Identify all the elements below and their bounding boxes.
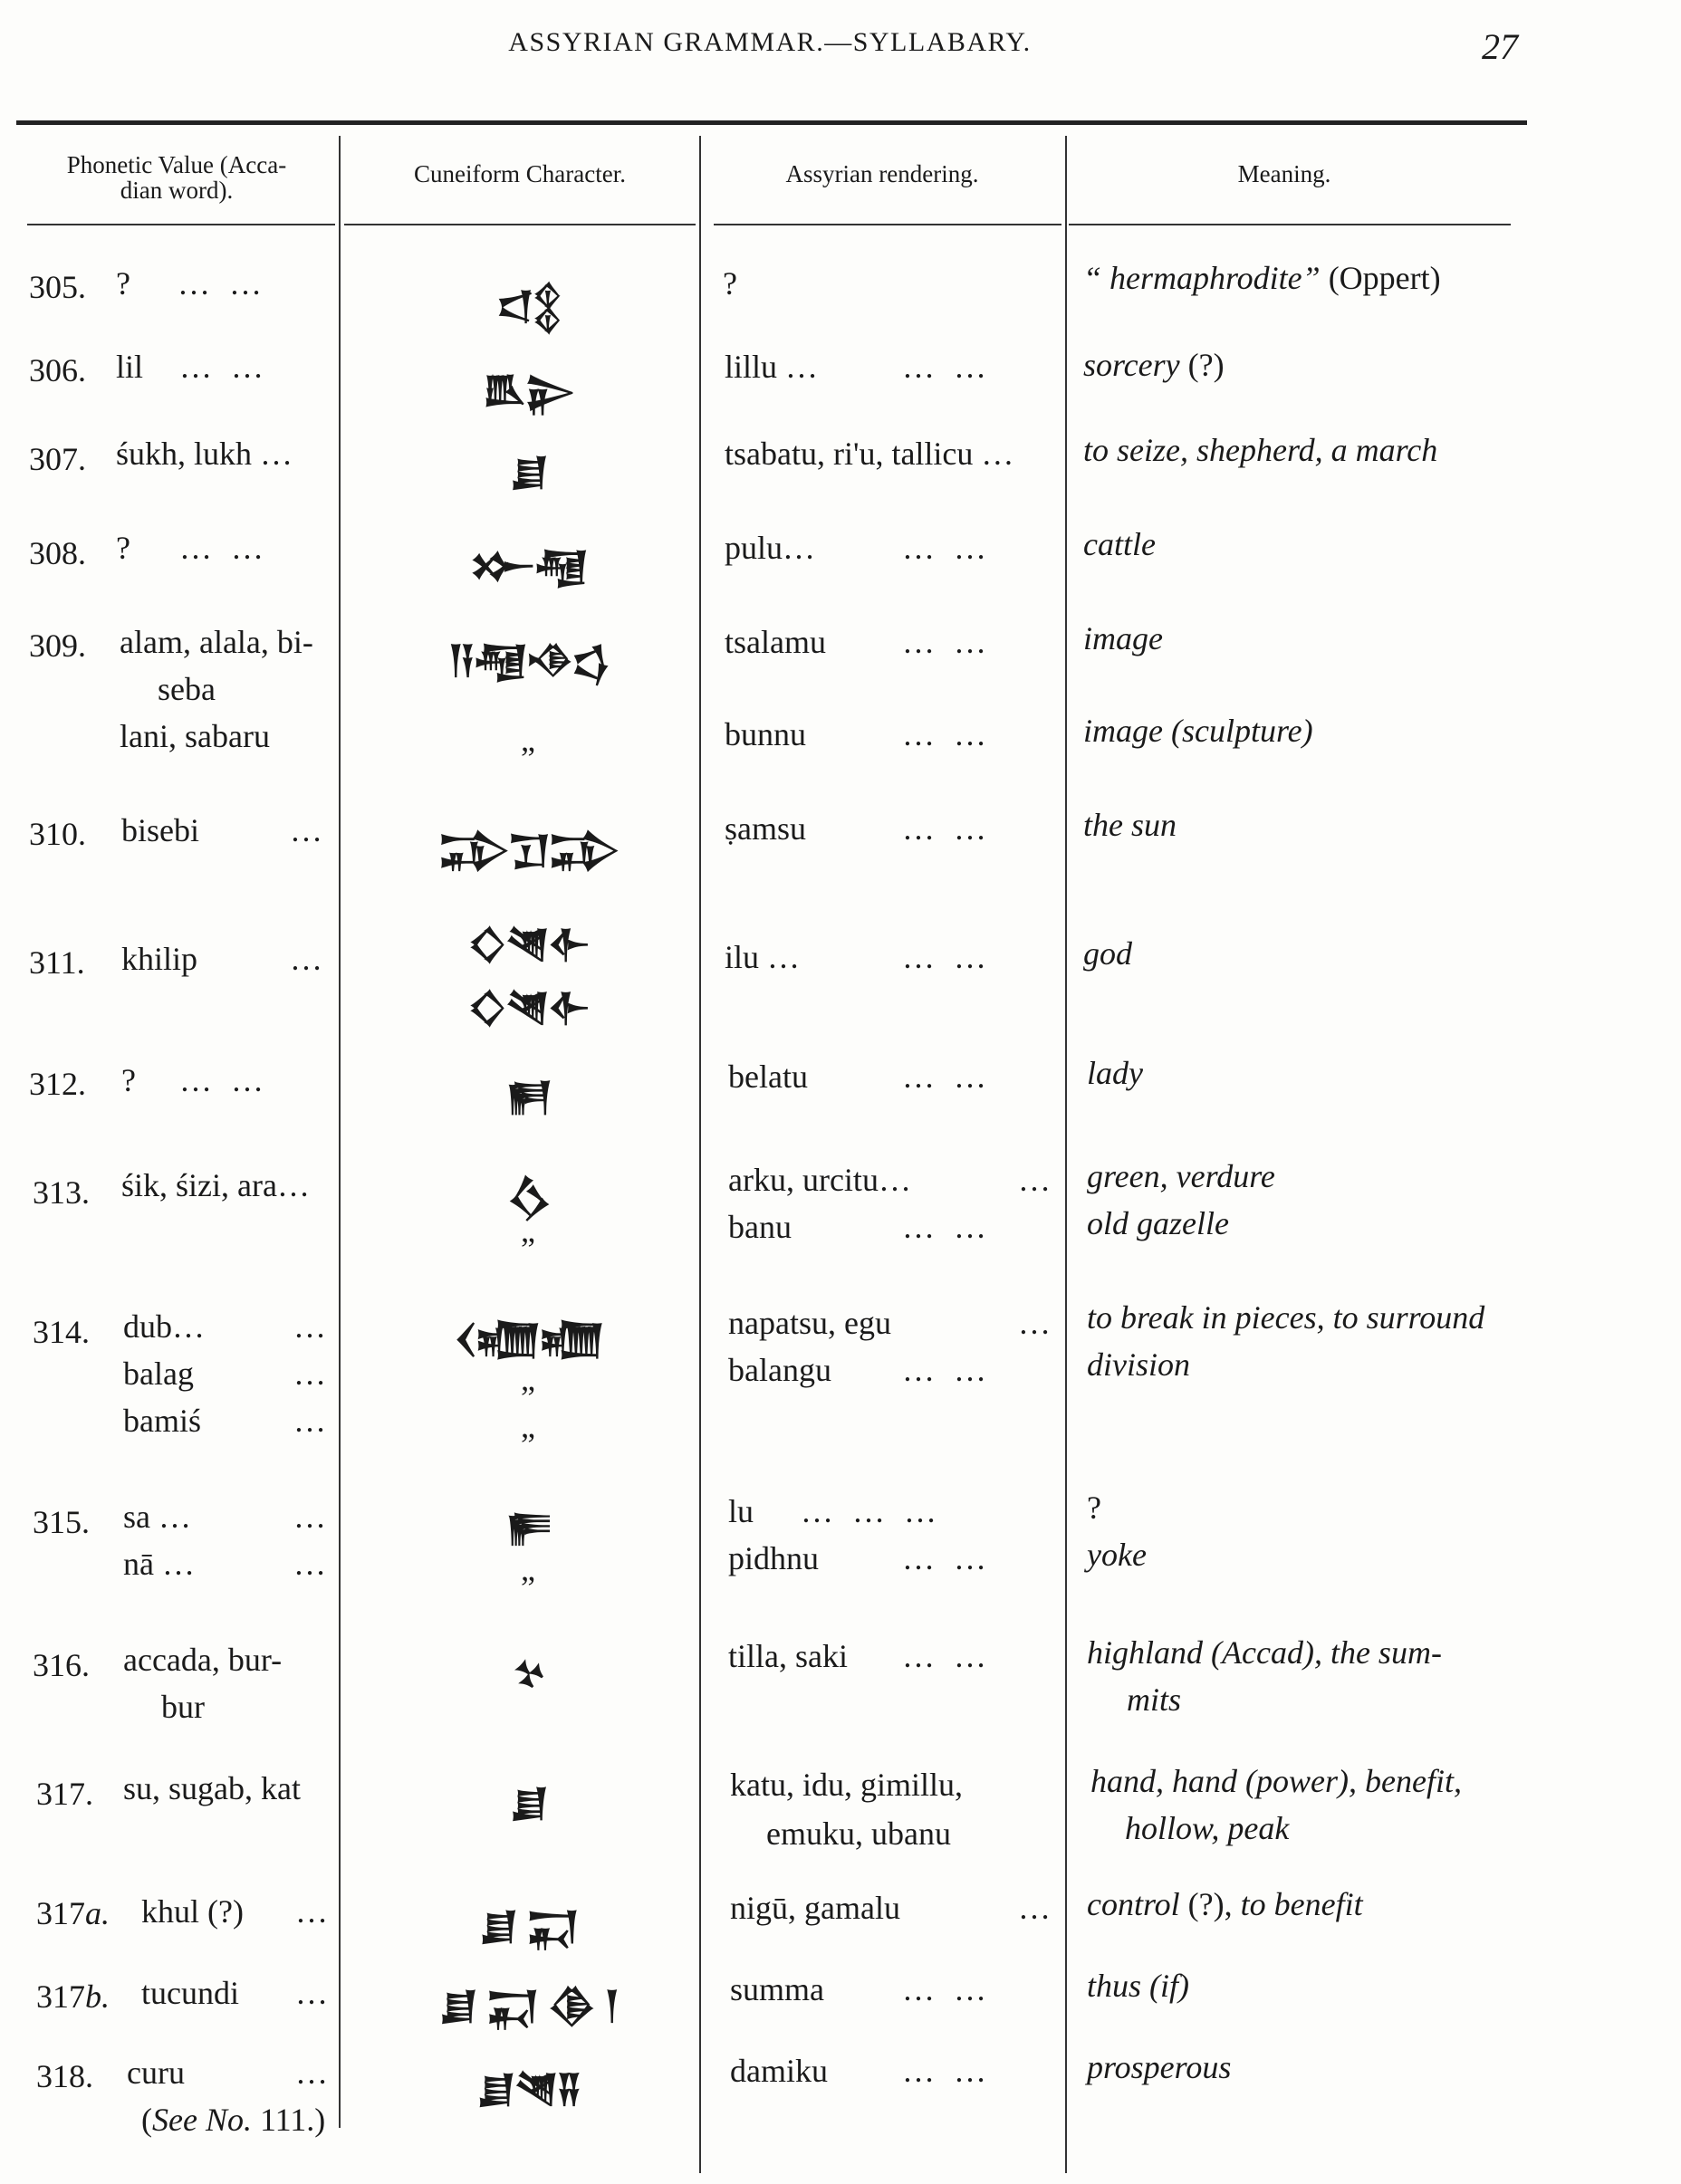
assyrian-rendering: pulu… xyxy=(725,530,816,566)
entry-number: 310. xyxy=(29,816,86,852)
meaning: prosperous xyxy=(1087,2049,1232,2085)
cuneiform-sign: 𒋗 xyxy=(509,1780,547,1825)
meaning-italic: hand, hand xyxy=(1090,1763,1237,1799)
leader-dots: … xyxy=(295,2055,328,2091)
leader-dots: … … xyxy=(902,2053,992,2089)
ditto-mark: „ xyxy=(521,1212,535,1249)
cuneiform-sign: 𒋗 𒍑 𒆠 𒁹 xyxy=(438,1983,618,2027)
phonetic-value: khilip xyxy=(121,941,198,977)
ditto-mark: „ xyxy=(521,1361,535,1397)
heading-rule xyxy=(344,224,696,225)
meaning-italic: control xyxy=(1087,1886,1180,1922)
phonetic-value: nā … xyxy=(123,1546,195,1582)
leader-dots: … … … xyxy=(801,1493,942,1529)
top-rule xyxy=(16,120,1527,125)
phonetic-value: balag xyxy=(123,1355,194,1392)
col-head-phonetic xyxy=(27,152,326,203)
meaning: to break in pieces, to surround xyxy=(1087,1299,1485,1336)
entry-number: 313. xyxy=(33,1174,90,1211)
phonetic-value: accada, bur- xyxy=(123,1642,283,1678)
assyrian-rendering: pidhnu xyxy=(728,1540,820,1576)
meaning xyxy=(1083,346,1225,384)
ditto-mark: „ xyxy=(521,1551,535,1587)
assyrian-rendering: damiku xyxy=(730,2053,828,2089)
leader-dots: … … xyxy=(902,530,992,566)
meaning: ? xyxy=(1087,1490,1101,1526)
meaning: cattle xyxy=(1083,526,1156,562)
cuneiform-sign: 𒋗𒇴𒐉 xyxy=(476,2066,580,2111)
meaning: yoke xyxy=(1087,1537,1147,1573)
column-divider xyxy=(339,136,341,2128)
leader-dots: … … xyxy=(902,349,992,385)
cuneiform-sign: 𒁉𒋛𒁉 xyxy=(437,828,619,872)
page-number: 27 xyxy=(1482,26,1518,67)
meaning: mits xyxy=(1127,1681,1182,1718)
entry-number: 308. xyxy=(29,535,86,571)
phonetic-value: bamiś xyxy=(123,1403,201,1439)
meaning-italic: highland xyxy=(1087,1634,1204,1671)
meaning-italic: the sum- xyxy=(1330,1634,1442,1671)
meaning: green, verdure xyxy=(1087,1158,1275,1194)
leader-dots: … xyxy=(293,1499,326,1535)
entry-number xyxy=(36,1978,110,2016)
meaning: old gazelle xyxy=(1087,1205,1229,1241)
assyrian-rendering: nigū, gamalu xyxy=(730,1890,900,1926)
phonetic-value: lani, sabaru xyxy=(120,718,270,754)
phonetic-value: śik, śizi, ara… xyxy=(121,1167,310,1203)
phonetic-value: curu xyxy=(127,2055,185,2091)
entry-number: 305. xyxy=(29,269,86,305)
assyrian-rendering: banu xyxy=(728,1209,792,1245)
column-divider xyxy=(1065,136,1067,2173)
entry-number: 317. xyxy=(36,1776,93,1812)
meaning xyxy=(1083,259,1441,297)
col-head-phonetic-line2: dian word). xyxy=(120,177,234,204)
assyrian-rendering: ? xyxy=(723,265,737,302)
leader-dots: … xyxy=(290,812,322,848)
cuneiform-sign: 𒆳 xyxy=(512,1652,544,1696)
leader-dots: … xyxy=(290,941,322,977)
assyrian-rendering: belatu xyxy=(728,1058,808,1095)
cuneiform-sign: 𒂍 xyxy=(505,1074,551,1118)
assyrian-rendering: emuku, ubanu xyxy=(766,1815,951,1852)
cuneiform-sign: 𒁍𒆷 xyxy=(469,543,587,588)
cuneiform-sign: 𒋗 𒍑 xyxy=(478,1903,578,1948)
meaning-roman: (?), xyxy=(1187,1886,1233,1922)
leader-dots: … … xyxy=(179,349,269,385)
assyrian-rendering: katu, idu, gimillu, xyxy=(730,1767,963,1803)
assyrian-rendering: tsabatu, ri'u, tallicu … xyxy=(725,436,1014,472)
meaning xyxy=(1090,1762,1462,1800)
assyrian-rendering: ilu … xyxy=(725,939,801,975)
entry-number: 314. xyxy=(33,1314,90,1350)
leader-dots: … xyxy=(295,1975,328,2011)
entry-number: 309. xyxy=(29,627,86,664)
phonetic-value: bisebi xyxy=(121,812,199,848)
entry-number-digits: 317 xyxy=(36,1978,85,2015)
heading-rule xyxy=(1069,224,1511,225)
phonetic-value: ? xyxy=(116,265,130,302)
meaning-italic: benefit, xyxy=(1364,1763,1462,1799)
phonetic-value: su, sugab, kat xyxy=(123,1770,301,1806)
leader-dots: … xyxy=(295,1893,328,1930)
meaning: the sun xyxy=(1083,807,1177,843)
meaning-italic: “ hermaphrodite” xyxy=(1083,260,1321,296)
leader-dots: … … xyxy=(902,1540,992,1576)
leader-dots: … xyxy=(293,1308,326,1345)
cuneiform-sign: 𒌋𒁾𒁾 xyxy=(454,1317,602,1361)
meaning-italic: (sculpture) xyxy=(1170,713,1313,749)
ditto-mark: „ xyxy=(521,722,535,758)
cross-ref-open: ( xyxy=(141,2102,152,2138)
cuneiform-sign: 𒊓 xyxy=(505,1505,551,1549)
entry-number xyxy=(36,1894,110,1932)
col-head-assyrian: Assyrian rendering. xyxy=(785,160,979,187)
phonetic-value: tucundi xyxy=(141,1975,239,2011)
cuneiform-sign: 𒄭𒇴𒅆 xyxy=(467,985,589,1030)
meaning-italic: image xyxy=(1083,713,1163,749)
phonetic-value: seba xyxy=(158,671,216,707)
assyrian-rendering: summa xyxy=(730,1971,824,2007)
assyrian-rendering: bunnu xyxy=(725,716,806,752)
phonetic-value: bur xyxy=(161,1689,205,1725)
phonetic-value: ? xyxy=(121,1062,136,1098)
heading-rule xyxy=(714,224,1061,225)
meaning-italic: (power), xyxy=(1245,1763,1357,1799)
assyrian-rendering: tilla, saki xyxy=(728,1638,848,1674)
assyrian-rendering: arku, urcitu… xyxy=(728,1162,911,1198)
entry-number-digits: 317 xyxy=(36,1895,85,1931)
phonetic-value: khul (?) xyxy=(141,1893,244,1930)
meaning-italic: (if) xyxy=(1149,1968,1189,2004)
entry-number: 311. xyxy=(29,944,85,981)
leader-dots: … xyxy=(293,1403,326,1439)
leader-dots: … … xyxy=(178,265,267,302)
meaning-italic: sorcery xyxy=(1083,347,1180,383)
cuneiform-sign: 𒋗 xyxy=(509,449,547,493)
cuneiform-sign: 𒀀𒆷𒈾𒌓 xyxy=(447,637,609,682)
meaning: god xyxy=(1083,935,1132,972)
col-head-cuneiform: Cuneiform Character. xyxy=(414,160,626,187)
leader-dots: … xyxy=(293,1546,326,1582)
entry-number: 318. xyxy=(36,2058,93,2094)
assyrian-rendering: lu xyxy=(728,1493,754,1529)
phonetic-value: lil xyxy=(116,349,144,385)
meaning xyxy=(1087,1885,1363,1923)
entry-number: 316. xyxy=(33,1647,90,1683)
entry-number: 315. xyxy=(33,1504,90,1540)
col-head-meaning: Meaning. xyxy=(1237,160,1331,187)
meaning xyxy=(1087,1633,1442,1672)
assyrian-rendering: tsalamu xyxy=(725,624,826,660)
entry-number-letter: b. xyxy=(85,1978,110,2015)
leader-dots: … xyxy=(1018,1890,1051,1926)
meaning xyxy=(1083,712,1313,750)
meaning-italic: (Accad), xyxy=(1211,1634,1322,1671)
meaning xyxy=(1087,1967,1189,2005)
meaning: lady xyxy=(1087,1055,1143,1091)
cross-ref-num: 111.) xyxy=(259,2102,326,2138)
heading-rule xyxy=(27,224,335,225)
entry-number-letter: a. xyxy=(85,1895,110,1931)
assyrian-rendering: balangu xyxy=(728,1352,831,1388)
phonetic-value: dub… xyxy=(123,1308,205,1345)
meaning-roman: (?) xyxy=(1187,347,1225,383)
leader-dots: … … xyxy=(902,810,992,847)
running-head: ASSYRIAN GRAMMAR.—SYLLABARY. xyxy=(508,27,1032,57)
leader-dots: … xyxy=(1018,1162,1051,1198)
leader-dots: … … xyxy=(902,624,992,660)
cross-ref-italic: See No. xyxy=(152,2102,252,2138)
leader-dots: … … xyxy=(902,1638,992,1674)
cuneiform-sign: 𒋺𒉌 xyxy=(483,368,573,412)
cuneiform-sign: 𒄭𒇴𒅆 xyxy=(467,922,589,966)
leader-dots: … … xyxy=(902,1209,992,1245)
meaning-italic: thus xyxy=(1087,1968,1142,2004)
cuneiform-sign: 𒋝 xyxy=(506,1175,550,1220)
assyrian-rendering: ṣamsu xyxy=(725,810,806,847)
leader-dots: … … xyxy=(902,716,992,752)
col-head-phonetic-line1: Phonetic Value (Acca- xyxy=(66,151,287,178)
cuneiform-sign: 𒃰𒉭 xyxy=(495,283,561,328)
meaning: division xyxy=(1087,1346,1190,1383)
cross-reference xyxy=(141,2101,325,2139)
leader-dots: … … xyxy=(902,1058,992,1095)
meaning: image xyxy=(1083,620,1163,656)
entry-number: 306. xyxy=(29,352,86,388)
phonetic-value: ? xyxy=(116,530,130,566)
leader-dots: … … xyxy=(902,1971,992,2007)
assyrian-rendering: napatsu, egu xyxy=(728,1305,891,1341)
entry-number: 312. xyxy=(29,1066,86,1102)
assyrian-rendering: lillu … xyxy=(725,349,819,385)
meaning: hollow, peak xyxy=(1125,1810,1290,1846)
leader-dots: … … xyxy=(179,1062,269,1098)
leader-dots: … xyxy=(293,1355,326,1392)
phonetic-value: śukh, lukh … xyxy=(116,436,293,472)
meaning: to seize, shepherd, a march xyxy=(1083,432,1438,468)
meaning-italic: to benefit xyxy=(1240,1886,1363,1922)
leader-dots: … … xyxy=(902,939,992,975)
phonetic-value: sa … xyxy=(123,1499,191,1535)
leader-dots: … xyxy=(1018,1305,1051,1341)
entry-number: 307. xyxy=(29,441,86,477)
leader-dots: … … xyxy=(902,1352,992,1388)
leader-dots: … … xyxy=(179,530,269,566)
meaning-roman: (Oppert) xyxy=(1328,260,1441,296)
phonetic-value: alam, alala, bi- xyxy=(120,624,313,660)
ditto-mark: „ xyxy=(521,1408,535,1444)
